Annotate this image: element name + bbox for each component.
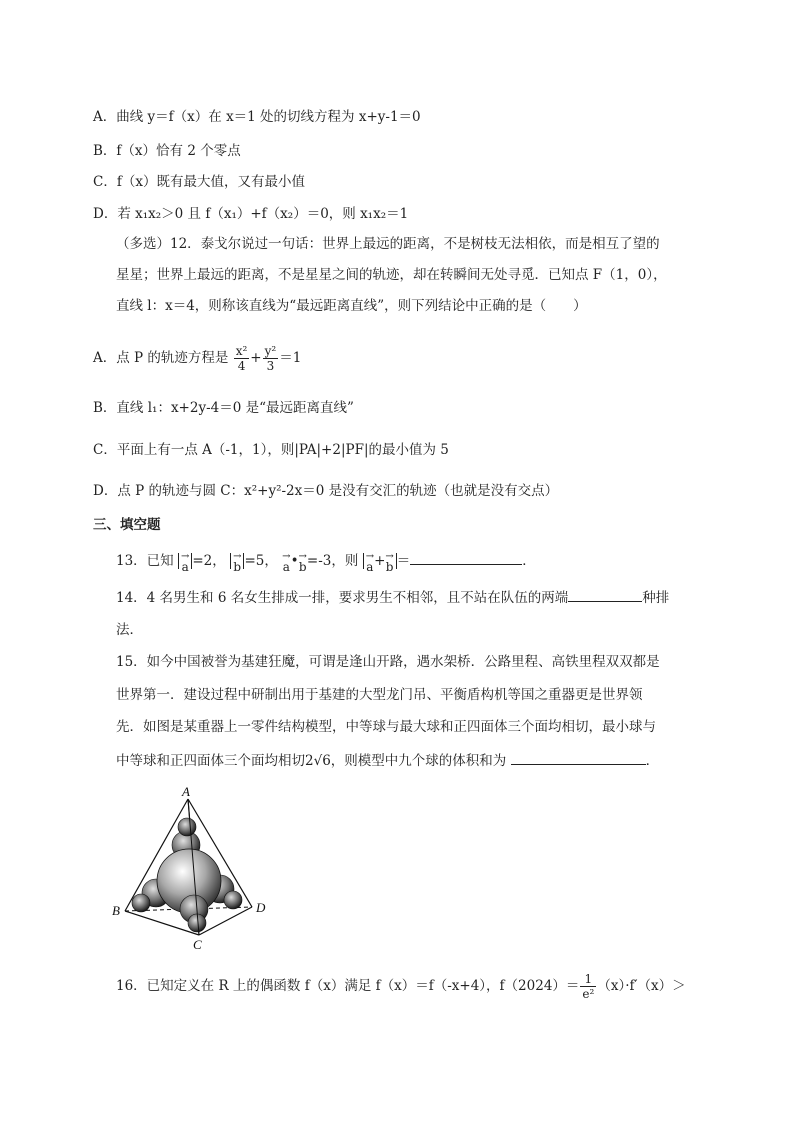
q14-line2: 法． (116, 622, 143, 638)
small-sphere-d (224, 891, 242, 909)
vertex-label-c: C (193, 937, 202, 950)
vector-letter: b (233, 559, 242, 574)
vector-letter: a (181, 559, 189, 574)
vector-letter: a (366, 559, 374, 574)
q12-option-b: B．直线 l₁：x+2y-4＝0 是“最远距离直线” (93, 400, 354, 416)
plus-sign: + (374, 553, 386, 569)
q15-line4-text: 中等球和正四面体三个面均相切 (116, 753, 305, 769)
radius-value: 2√6 (305, 753, 331, 769)
vector-arrow: → (385, 550, 394, 562)
q12-stem-line2: 星星；世界上最远的距离，不是星星之间的轨迹，却在转瞬间无处寻觅．已知点 F（1，0）， (116, 267, 667, 283)
q11-option-a: A．曲线 y＝f（x）在 x＝1 处的切线方程为 x+y-1＝0 (93, 109, 421, 125)
plus-sign: + (250, 350, 262, 366)
fraction-y2-over-3 (263, 344, 279, 373)
equals-sign: ＝ (396, 553, 411, 569)
q13-b-value: =5， (244, 553, 278, 569)
abs-vector-b (230, 550, 244, 574)
abs-vector-sum (363, 550, 397, 574)
q15-line4 (116, 750, 659, 771)
q16-text-end: （x）·f′（x）＞ (597, 978, 686, 994)
q15-line4-text-2: ，则模型中九个球的体积和为 (330, 753, 507, 769)
q14-text: 14．4 名男生和 6 名女生排成一排，要求男生不相邻，且不站在队伍的两端 (116, 590, 569, 606)
abs-vector-a (178, 550, 192, 574)
answer-blank[interactable] (410, 550, 522, 565)
equals-one: ＝1 (279, 350, 302, 366)
q16 (116, 972, 686, 1001)
q12-option-c: C．平面上有一点 A（-1，1），则|PA|+2|PF|的最小值为 5 (93, 442, 449, 458)
q11-option-b: B．f（x）恰有 2 个零点 (93, 143, 241, 159)
q12-option-a (93, 344, 301, 373)
q11-option-c: C．f（x）既有最大值，又有最小值 (93, 174, 305, 190)
answer-blank[interactable] (568, 587, 642, 602)
vector-b (385, 552, 393, 572)
vector-arrow: → (282, 550, 291, 562)
q13-a-value: =2， (192, 553, 226, 569)
q13-end: ． (522, 553, 536, 569)
q13 (116, 550, 536, 572)
fraction-numerator: x² (235, 344, 248, 358)
small-sphere-c (188, 914, 206, 932)
fraction-numerator: y² (264, 344, 277, 358)
vector-arrow: → (365, 550, 375, 562)
section-heading-fill-in: 三、填空题 (93, 517, 161, 533)
q12-stem-line1: （多选）12．泰戈尔说过一句话：世界上最远的距离，不是树枝无法相依，而是相互了望的 (116, 236, 660, 252)
vector-letter: b (385, 559, 394, 574)
q14-line1 (116, 587, 669, 608)
small-sphere-b (132, 894, 150, 912)
vector-letter: a (282, 559, 290, 574)
vector-arrow: → (233, 550, 242, 562)
q13-dot-value: =-3，则 (306, 553, 359, 569)
vector-arrow: → (298, 550, 307, 562)
small-sphere-a (178, 818, 196, 836)
vector-arrow: → (180, 550, 190, 562)
q12-stem-line3: 直线 l：x＝4，则称该直线为“最远距离直线”，则下列结论中正确的是（ ） (116, 298, 587, 314)
vertex-label-b: B (112, 903, 120, 918)
vertex-label-a: A (182, 785, 190, 799)
q16-text: 16．已知定义在 R 上的偶函数 f（x）满足 f（x）＝f（-x+4），f（2024）＝ (116, 978, 580, 994)
q15-line1: 15．如今中国被誉为基建狂魔，可谓是逢山开路，遇水架桥．公路里程、高铁里程双双都是 (116, 654, 660, 670)
vector-letter: b (298, 559, 307, 574)
tetrahedron-spheres-figure (112, 785, 282, 950)
q15-end: ． (645, 753, 660, 769)
q12-option-a-text: A．点 P 的轨迹方程是 (93, 350, 229, 366)
dot-operator: • (290, 553, 299, 569)
q14-text-end: 种排 (642, 590, 670, 606)
vector-a (282, 552, 290, 572)
fraction-denominator: 3 (266, 359, 275, 373)
vertex-label-d: D (256, 900, 266, 915)
vector-a (366, 552, 374, 572)
fraction-1-over-e2 (580, 972, 596, 1001)
fraction-denominator: 4 (237, 359, 246, 373)
fraction-denominator: e² (582, 987, 595, 1001)
vector-a (181, 552, 189, 572)
vector-b (299, 552, 307, 572)
vector-b (233, 552, 241, 572)
q12-option-d: D．点 P 的轨迹与圆 C：x²+y²-2x＝0 是没有交汇的轨迹（也就是没有交点） (93, 483, 559, 499)
q13-prefix: 13．已知 (116, 553, 174, 569)
q15-line2: 世界第一．建设过程中研制出用于基建的大型龙门吊、平衡盾构机等国之重器更是世界领 (116, 687, 643, 703)
answer-blank[interactable] (511, 750, 646, 765)
fraction-numerator: 1 (580, 972, 596, 987)
q11-option-d: D．若 x₁x₂＞0 且 f（x₁）+f（x₂）＝0，则 x₁x₂＝1 (93, 206, 409, 222)
q15-line3: 先．如图是某重器上一零件结构模型，中等球与最大球和正四面体三个面均相切，最小球与 (116, 719, 656, 735)
fraction-x2-over-4 (234, 344, 250, 373)
